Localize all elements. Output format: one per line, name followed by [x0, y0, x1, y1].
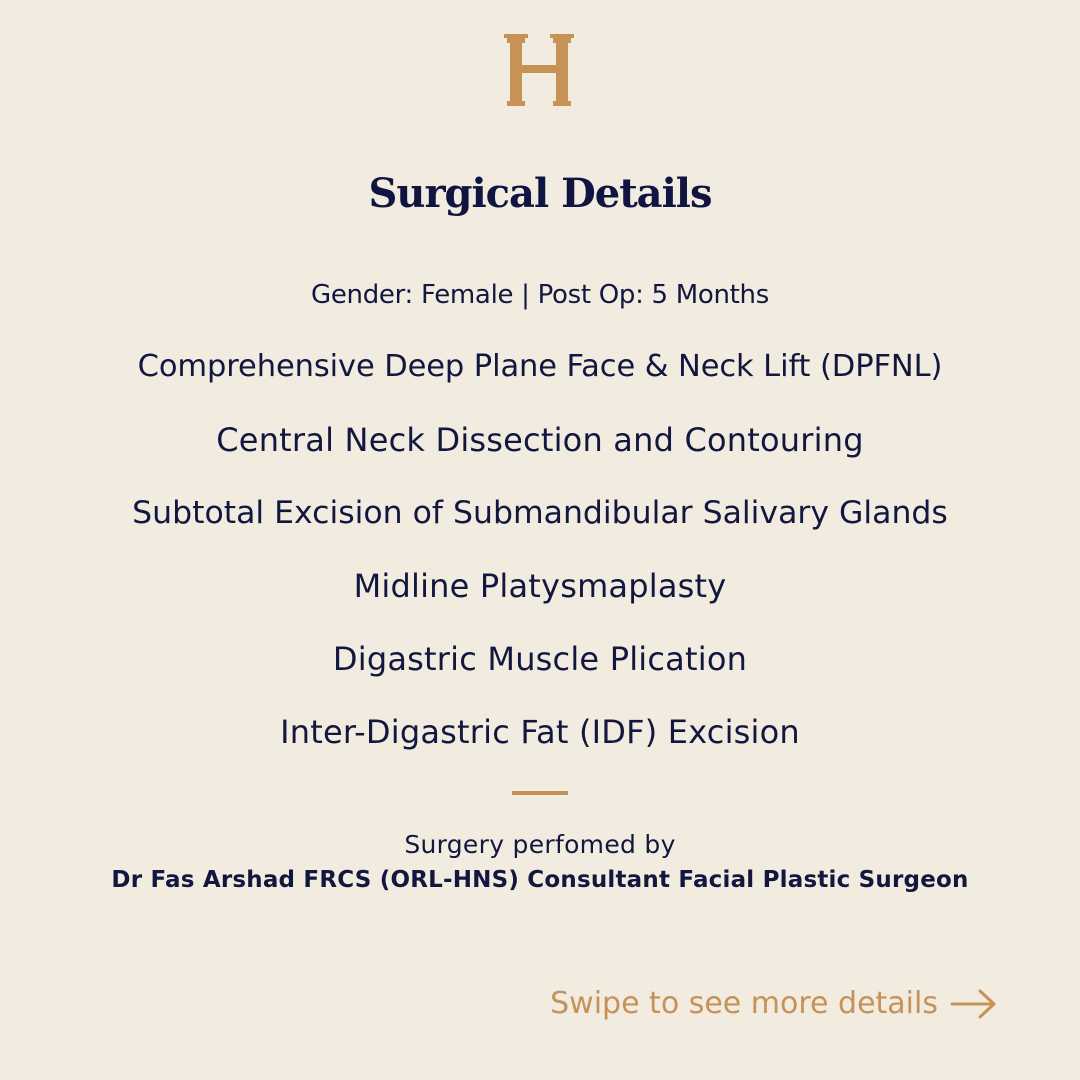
procedure-item: Central Neck Dissection and Contouring — [216, 421, 864, 459]
surgeon-name: Dr Fas Arshad FRCS (ORL-HNS) Consultant Facial Plastic Surgeon — [111, 867, 969, 893]
procedure-item: Digastric Muscle Plication — [332, 640, 748, 678]
arrow-right-icon — [950, 987, 998, 1021]
procedure-item: Comprehensive Deep Plane Face & Neck Lift (DPFNL) — [137, 349, 943, 384]
patient-summary: Gender: Female | Post Op: 5 Months — [311, 280, 769, 310]
page-title: Surgical Details — [368, 170, 712, 217]
surgery-by-label: Surgery perfomed by — [404, 830, 676, 859]
procedure-item: Midline Platysmaplasty — [353, 567, 727, 605]
procedure-item: Inter-Digastric Fat (IDF) Excision — [280, 713, 800, 751]
swipe-label: Swipe to see more details — [550, 986, 938, 1021]
brand-logo-icon — [499, 32, 579, 108]
swipe-prompt[interactable] — [550, 986, 998, 1021]
procedure-item: Subtotal Excision of Submandibular Salivary Glands — [132, 495, 948, 531]
section-divider — [512, 791, 568, 795]
